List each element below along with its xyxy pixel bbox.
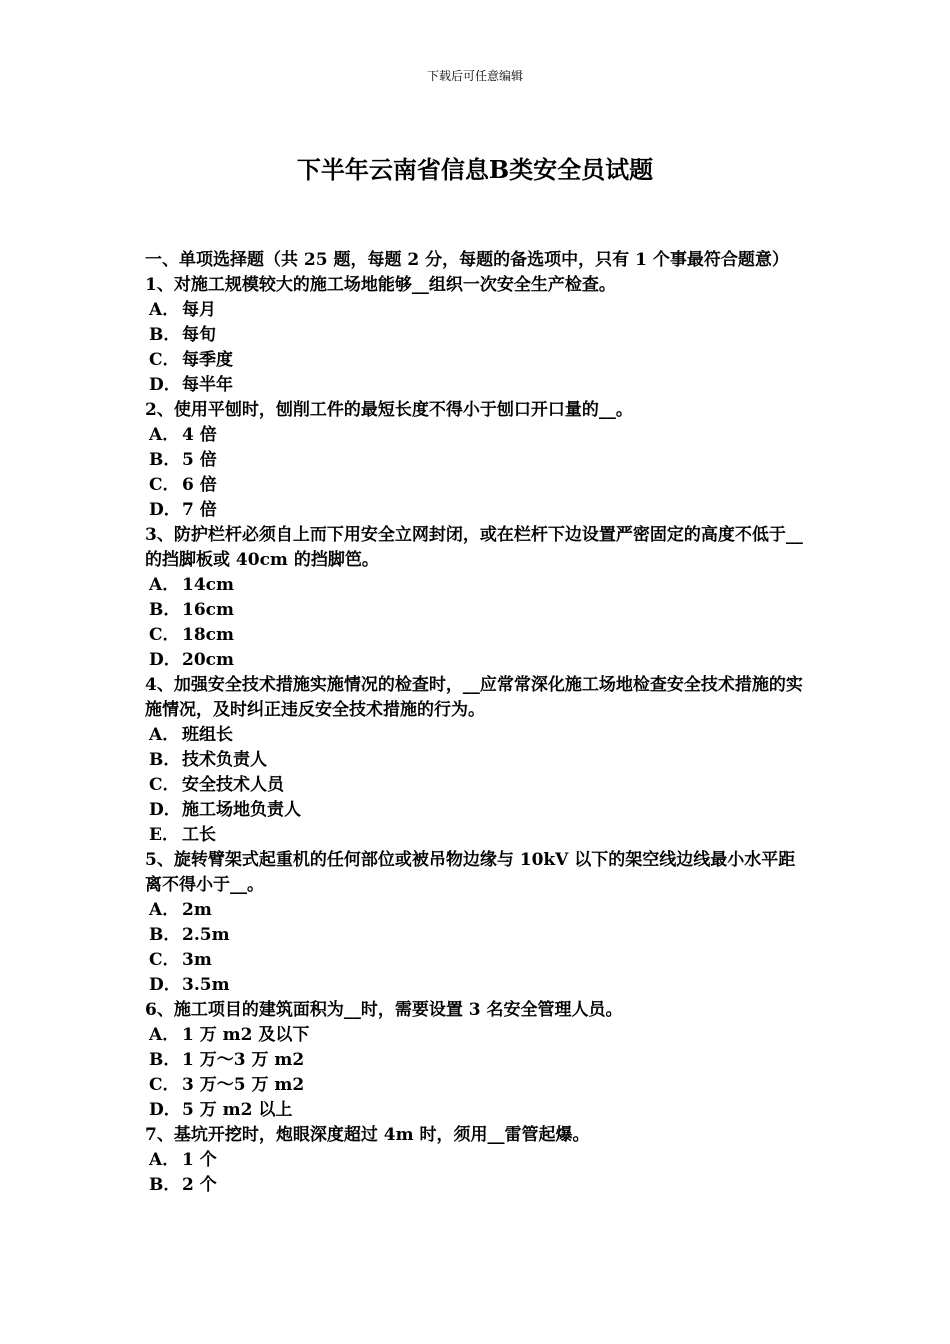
option-text: 班组长 xyxy=(182,725,233,745)
option-text: 1 万～3 万 m2 xyxy=(182,1050,305,1070)
option xyxy=(145,598,810,623)
option xyxy=(145,623,810,648)
question-3 xyxy=(145,523,810,673)
question-5 xyxy=(145,848,810,998)
option-letter: A． xyxy=(149,425,180,445)
option xyxy=(145,473,810,498)
option-letter: A． xyxy=(149,1025,180,1045)
question-6 xyxy=(145,998,810,1123)
option-text: 7 倍 xyxy=(182,500,217,520)
option xyxy=(145,1073,810,1098)
option-text: 安全技术人员 xyxy=(182,775,284,795)
option xyxy=(145,973,810,998)
option xyxy=(145,348,810,373)
section-heading: 一、单项选择题（共 25 题，每题 2 分，每题的备选项中，只有 1 个事最符合题意） xyxy=(145,250,789,270)
option-letter: B． xyxy=(149,325,181,345)
option xyxy=(145,448,810,473)
option xyxy=(145,798,810,823)
option-text: 2.5m xyxy=(182,925,230,945)
question-text: 5、旋转臂架式起重机的任何部位或被吊物边缘与 10kV 以下的架空线边线最小水平距离不得小于__。 xyxy=(145,850,796,895)
option-text: 5 倍 xyxy=(182,450,217,470)
question-text: 3、防护栏杆必须自上而下用安全立网封闭，或在栏杆下边设置严密固定的高度不低于__的挡脚板或 40cm 的挡脚笆。 xyxy=(145,525,803,570)
option-text: 2m xyxy=(182,900,212,920)
option-text: 20cm xyxy=(182,650,234,670)
question-text: 6、施工项目的建筑面积为__时，需要设置 3 名安全管理人员。 xyxy=(145,1000,623,1020)
option-text: 3.5m xyxy=(182,975,230,995)
option xyxy=(145,923,810,948)
option xyxy=(145,1023,810,1048)
question-2 xyxy=(145,398,810,523)
question-7 xyxy=(145,1123,810,1198)
option-text: 5 万 m2 以上 xyxy=(182,1100,293,1120)
option-letter: C． xyxy=(149,475,180,495)
option-letter: B． xyxy=(149,750,181,770)
option-letter: A． xyxy=(149,1150,180,1170)
option-text: 工长 xyxy=(182,825,216,845)
option-letter: A． xyxy=(149,300,180,320)
option-letter: D． xyxy=(149,800,181,820)
option-letter: D． xyxy=(149,1100,181,1120)
option xyxy=(145,298,810,323)
option-letter: A． xyxy=(149,575,180,595)
option-letter: B． xyxy=(149,600,181,620)
option xyxy=(145,1048,810,1073)
option-text: 14cm xyxy=(182,575,234,595)
document-body xyxy=(145,248,810,1198)
option-letter: D． xyxy=(149,650,181,670)
option-letter: A． xyxy=(149,900,180,920)
option-letter: B． xyxy=(149,450,181,470)
option xyxy=(145,823,810,848)
option xyxy=(145,898,810,923)
option-letter: E． xyxy=(149,825,179,845)
option-text: 1 万 m2 及以下 xyxy=(182,1025,310,1045)
question-text: 2、使用平刨时，刨削工件的最短长度不得小于刨口开口量的__。 xyxy=(145,400,633,420)
option-letter: B． xyxy=(149,925,181,945)
option-text: 每半年 xyxy=(182,375,233,395)
option-text: 3m xyxy=(182,950,212,970)
option-letter: C． xyxy=(149,625,180,645)
option xyxy=(145,323,810,348)
option xyxy=(145,498,810,523)
document-title: 下半年云南省信息B类安全员试题 xyxy=(296,155,654,184)
option xyxy=(145,723,810,748)
option xyxy=(145,423,810,448)
option-letter: C． xyxy=(149,350,180,370)
option-letter: C． xyxy=(149,950,180,970)
option-text: 1 个 xyxy=(182,1150,217,1170)
option-letter: A． xyxy=(149,725,180,745)
question-1 xyxy=(145,273,810,398)
option-letter: D． xyxy=(149,500,181,520)
option-text: 18cm xyxy=(182,625,234,645)
option-text: 2 个 xyxy=(182,1175,217,1195)
option-text: 6 倍 xyxy=(182,475,217,495)
option xyxy=(145,948,810,973)
option-text: 每月 xyxy=(182,300,216,320)
option-text: 技术负责人 xyxy=(182,750,267,770)
option xyxy=(145,773,810,798)
question-text: 7、基坑开挖时，炮眼深度超过 4m 时，须用__雷管起爆。 xyxy=(145,1125,590,1145)
option xyxy=(145,748,810,773)
header-note: 下载后可任意编辑 xyxy=(426,69,523,83)
option-letter: C． xyxy=(149,775,180,795)
option-letter: C． xyxy=(149,1075,180,1095)
question-text: 1、对施工规模较大的施工场地能够__组织一次安全生产检查。 xyxy=(145,275,616,295)
question-4 xyxy=(145,673,810,848)
option-text: 4 倍 xyxy=(182,425,217,445)
option-letter: B． xyxy=(149,1050,181,1070)
option-text: 每旬 xyxy=(182,325,216,345)
option-text: 每季度 xyxy=(182,350,233,370)
option-letter: D． xyxy=(149,975,181,995)
option-text: 16cm xyxy=(182,600,234,620)
option-letter: B． xyxy=(149,1175,181,1195)
option xyxy=(145,1148,810,1173)
option-text: 3 万～5 万 m2 xyxy=(182,1075,305,1095)
option-letter: D． xyxy=(149,375,181,395)
option xyxy=(145,1098,810,1123)
option xyxy=(145,1173,810,1198)
option xyxy=(145,573,810,598)
option-text: 施工场地负责人 xyxy=(182,800,301,820)
option xyxy=(145,648,810,673)
question-text: 4、加强安全技术措施实施情况的检查时，__应常常深化施工场地检查安全技术措施的实施情况，及时纠正违反安全技术措施的行为。 xyxy=(145,675,803,720)
option xyxy=(145,373,810,398)
